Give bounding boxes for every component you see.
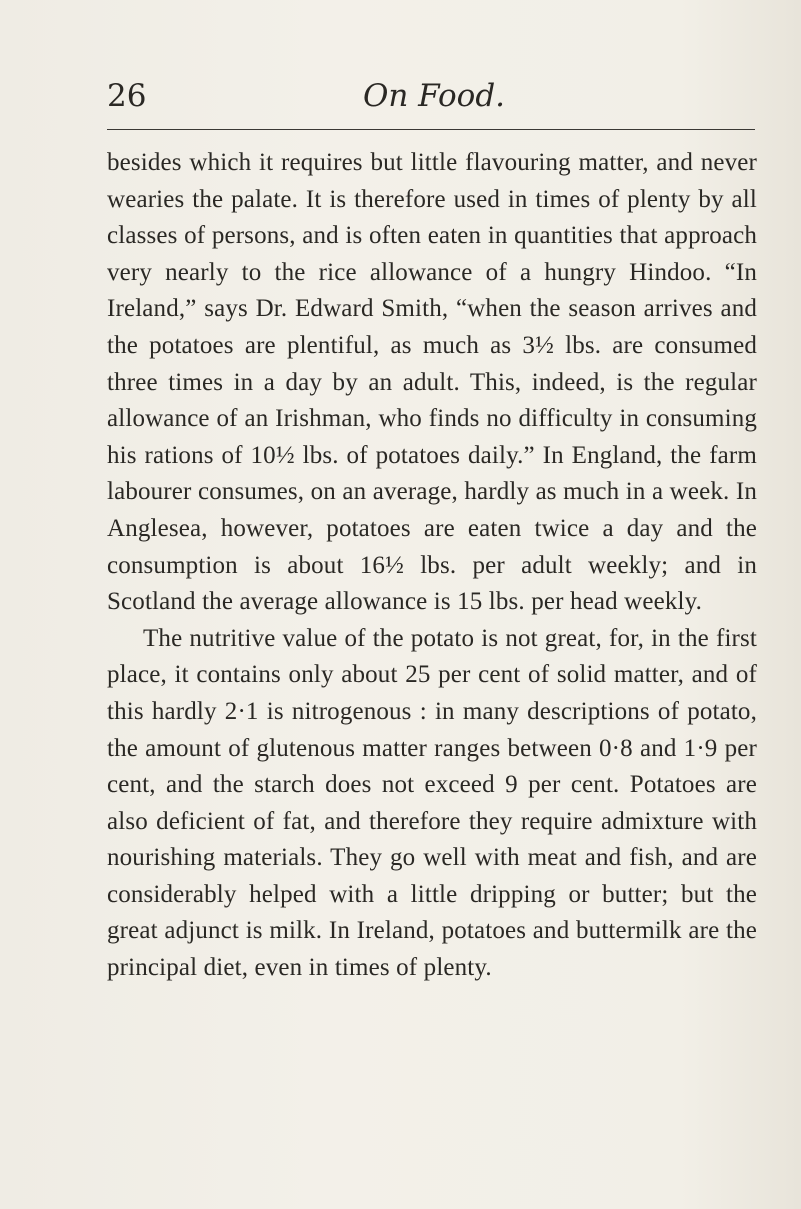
header-rule bbox=[107, 129, 755, 130]
page-number: 26 bbox=[107, 78, 147, 114]
running-head bbox=[107, 76, 755, 126]
paragraph-continuation: besides which it requires but little flavouring matter, and never wearies the palate. It is therefore used in times of plenty by all classes of persons, and is often eaten in quantities that approach very nearly to the rice allowance of a hungry Hindoo. “In Ireland,” says Dr. Edward Smith, “when the season arrives and the potatoes are plentiful, as much as 3½ lbs. are consumed three times in a day by an adult. This, indeed, is the regular allowance of an Irishman, who finds no difficulty in consuming his rations of 10½ lbs. of potatoes daily.” In England, the farm labourer consumes, on an average, hardly as much in a week. In Anglesea, however, potatoes are eaten twice a day and the consumption is about 16½ lbs. per adult weekly; and in Scotland the average allowance is 15 lbs. per head weekly. bbox=[107, 149, 757, 616]
paragraph-nutritive-value: The nutritive value of the potato is not great, for, in the first place, it contains only about 25 per cent of solid matter, and of this hardly 2·1 is nitrogenous : in many descriptions of potato, the amount of glutenous matter ranges between 0·8 and 1·9 per cent, and the starch does not exceed 9 per cent. Potatoes are also deficient of fat, and therefore they require admixture with nourishing materials. They go well with meat and fish, and are considerably helped with a little dripping or butter; but the great adjunct is milk. In Ireland, potatoes and buttermilk are the principal diet, even in times of plenty. bbox=[107, 624, 757, 982]
running-title: On Food. bbox=[362, 78, 506, 114]
body-text bbox=[107, 145, 757, 987]
